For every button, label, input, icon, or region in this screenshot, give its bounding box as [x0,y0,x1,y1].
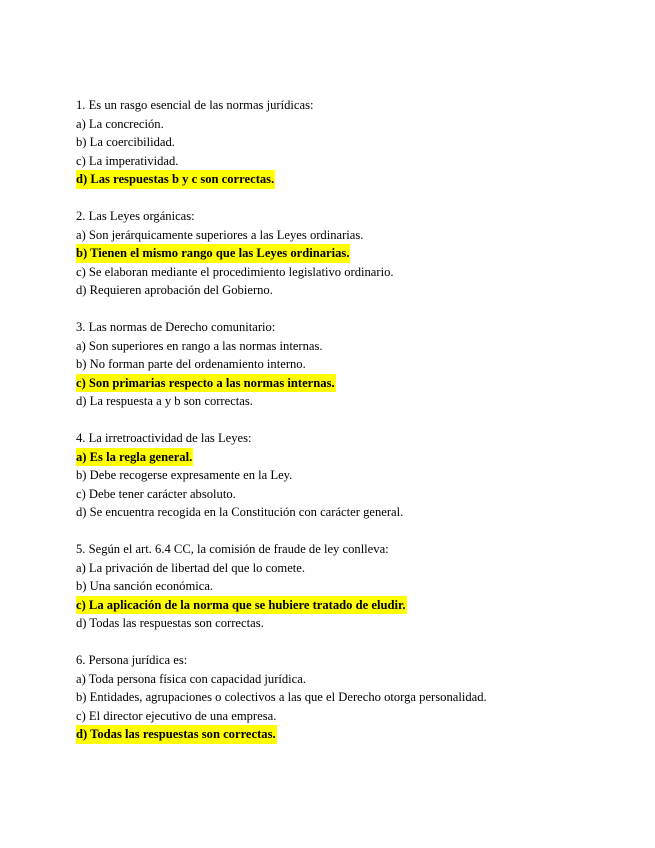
question-prompt: 1. Es un rasgo esencial de las normas jurídicas: [76,98,314,112]
answer-option-c-correct: c) Son primarias respecto a las normas internas. [76,374,636,393]
question-4 [76,429,636,522]
answer-option-b: b) Una sanción económica. [76,579,214,593]
answer-option-d: d) Se encuentra recogida en la Constitución con carácter general. [76,505,404,519]
question-prompt: 6. Persona jurídica es: [76,653,188,667]
question-2 [76,207,636,300]
question-3 [76,318,636,411]
question-prompt: 3. Las normas de Derecho comunitario: [76,320,276,334]
answer-option-b: b) No forman parte del ordenamiento interno. [76,357,306,371]
answer-option-b-correct: b) Tienen el mismo rango que las Leyes ordinarias. [76,244,636,263]
answer-option-c: c) El director ejecutivo de una empresa. [76,708,277,723]
answer-option-a: a) La concreción. [76,116,164,131]
question-6 [76,651,636,744]
answer-option-a: a) La privación de libertad del que lo comete. [76,560,306,575]
document-page [76,96,636,762]
answer-option-a: a) Toda persona física con capacidad jurídica. [76,671,307,686]
answer-option-a: a) Son superiores en rango a las normas internas. [76,338,323,353]
question-5 [76,540,636,633]
answer-option-b: b) Debe recogerse expresamente en la Ley. [76,468,293,482]
question-prompt: 2. Las Leyes orgánicas: [76,209,195,223]
answer-option-d: d) La respuesta a y b son correctas. [76,394,253,408]
answer-option-d-correct: d) Todas las respuestas son correctas. [76,725,636,744]
question-1 [76,96,636,189]
answer-option-c-correct: c) La aplicación de la norma que se hubiere tratado de eludir. [76,596,636,615]
answer-option-b: b) Entidades, agrupaciones o colectivos a las que el Derecho otorga personalidad. [76,690,487,704]
answer-option-b: b) La coercibilidad. [76,135,175,149]
answer-option-a: a) Son jerárquicamente superiores a las Leyes ordinarias. [76,227,364,242]
question-prompt: 4. La irretroactividad de las Leyes: [76,431,252,445]
question-prompt: 5. Según el art. 6.4 CC, la comisión de fraude de ley conlleva: [76,542,389,556]
answer-option-c: c) La imperatividad. [76,153,179,168]
answer-option-d-correct: d) Las respuestas b y c son correctas. [76,170,636,189]
answer-option-a-correct: a) Es la regla general. [76,448,636,467]
answer-option-c: c) Se elaboran mediante el procedimiento legislativo ordinario. [76,264,394,279]
answer-option-c: c) Debe tener carácter absoluto. [76,486,236,501]
answer-option-d: d) Todas las respuestas son correctas. [76,616,264,630]
answer-option-d: d) Requieren aprobación del Gobierno. [76,283,273,297]
